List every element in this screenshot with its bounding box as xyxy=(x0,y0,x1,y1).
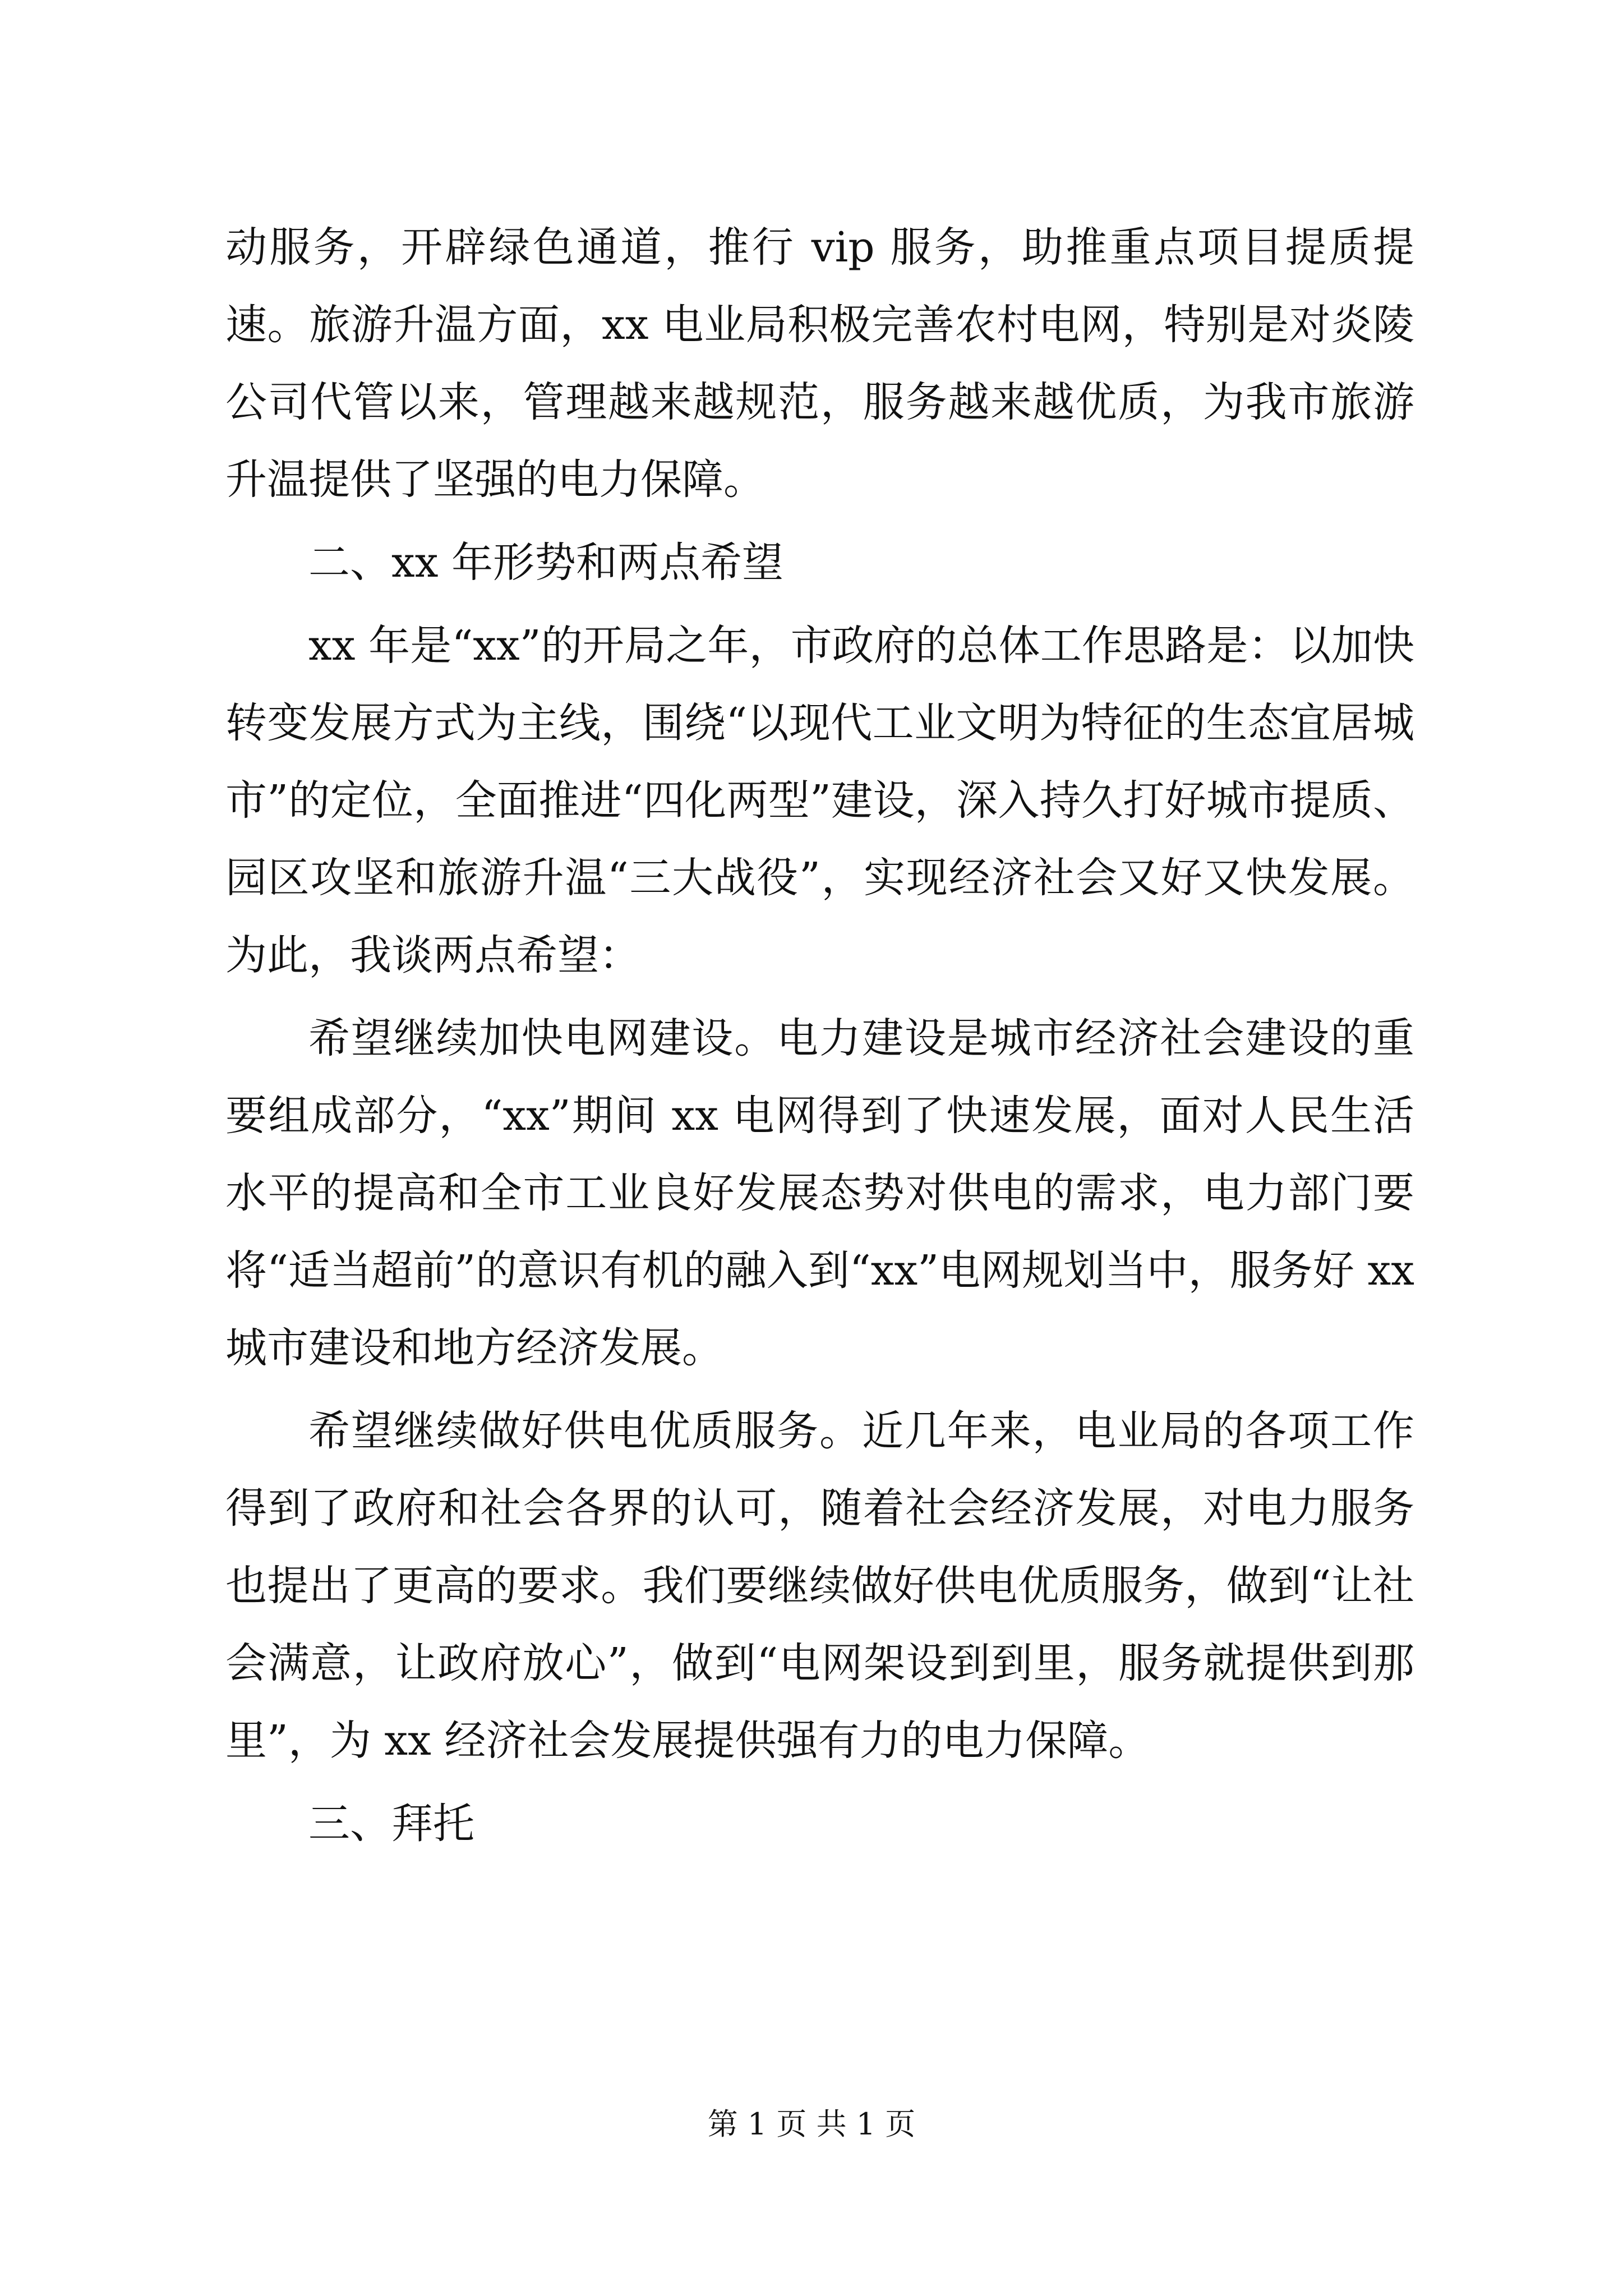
section-heading-2: 二、xx 年形势和两点希望 xyxy=(308,539,783,587)
paragraph-5: 希望继续做好供电优质服务。近几年来，电业局的各项工作得到了政府和社会各界的认可，随着社会经济发展，对电力服务也提出了更高的要求。我们要继续做好供电优质服务，做到“让社会满意，让政府放心”，做到“电网架设到到里，服务就提供到那里”，为 xx 经济社会发展提供强有力的电力保障。 xyxy=(225,1407,1414,1765)
document-body xyxy=(225,209,1414,1862)
paragraph-1: 动服务，开辟绿色通道，推行 vip 服务，助推重点项目提质提速。旅游升温方面，xx 电业局积极完善农村电网，特别是对炎陵公司代管以来，管理越来越规范，服务越来越优质，为我市旅游升温提供了坚强的电力保障。 xyxy=(225,223,1414,504)
paragraph-3: xx 年是“xx”的开局之年，市政府的总体工作思路是：以加快转变发展方式为主线，围绕“以现代工业文明为特征的生态宜居城市”的定位，全面推进“四化两型”建设，深入持久打好城市提质、园区攻坚和旅游升温“三大战役”，实现经济社会又好又快发展。为此，我谈两点希望： xyxy=(225,622,1414,979)
paragraph-4: 希望继续加快电网建设。电力建设是城市经济社会建设的重要组成部分，“xx”期间 xx 电网得到了快速发展，面对人民生活水平的提高和全市工业良好发展态势对供电的需求，电力部门要将“适当超前”的意识有机的融入到“xx”电网规划当中，服务好 xx 城市建设和地方经济发展。 xyxy=(225,1014,1414,1372)
section-heading-3: 三、拜托 xyxy=(308,1800,474,1848)
page-footer: 第 1 页 共 1 页 xyxy=(707,2106,916,2142)
